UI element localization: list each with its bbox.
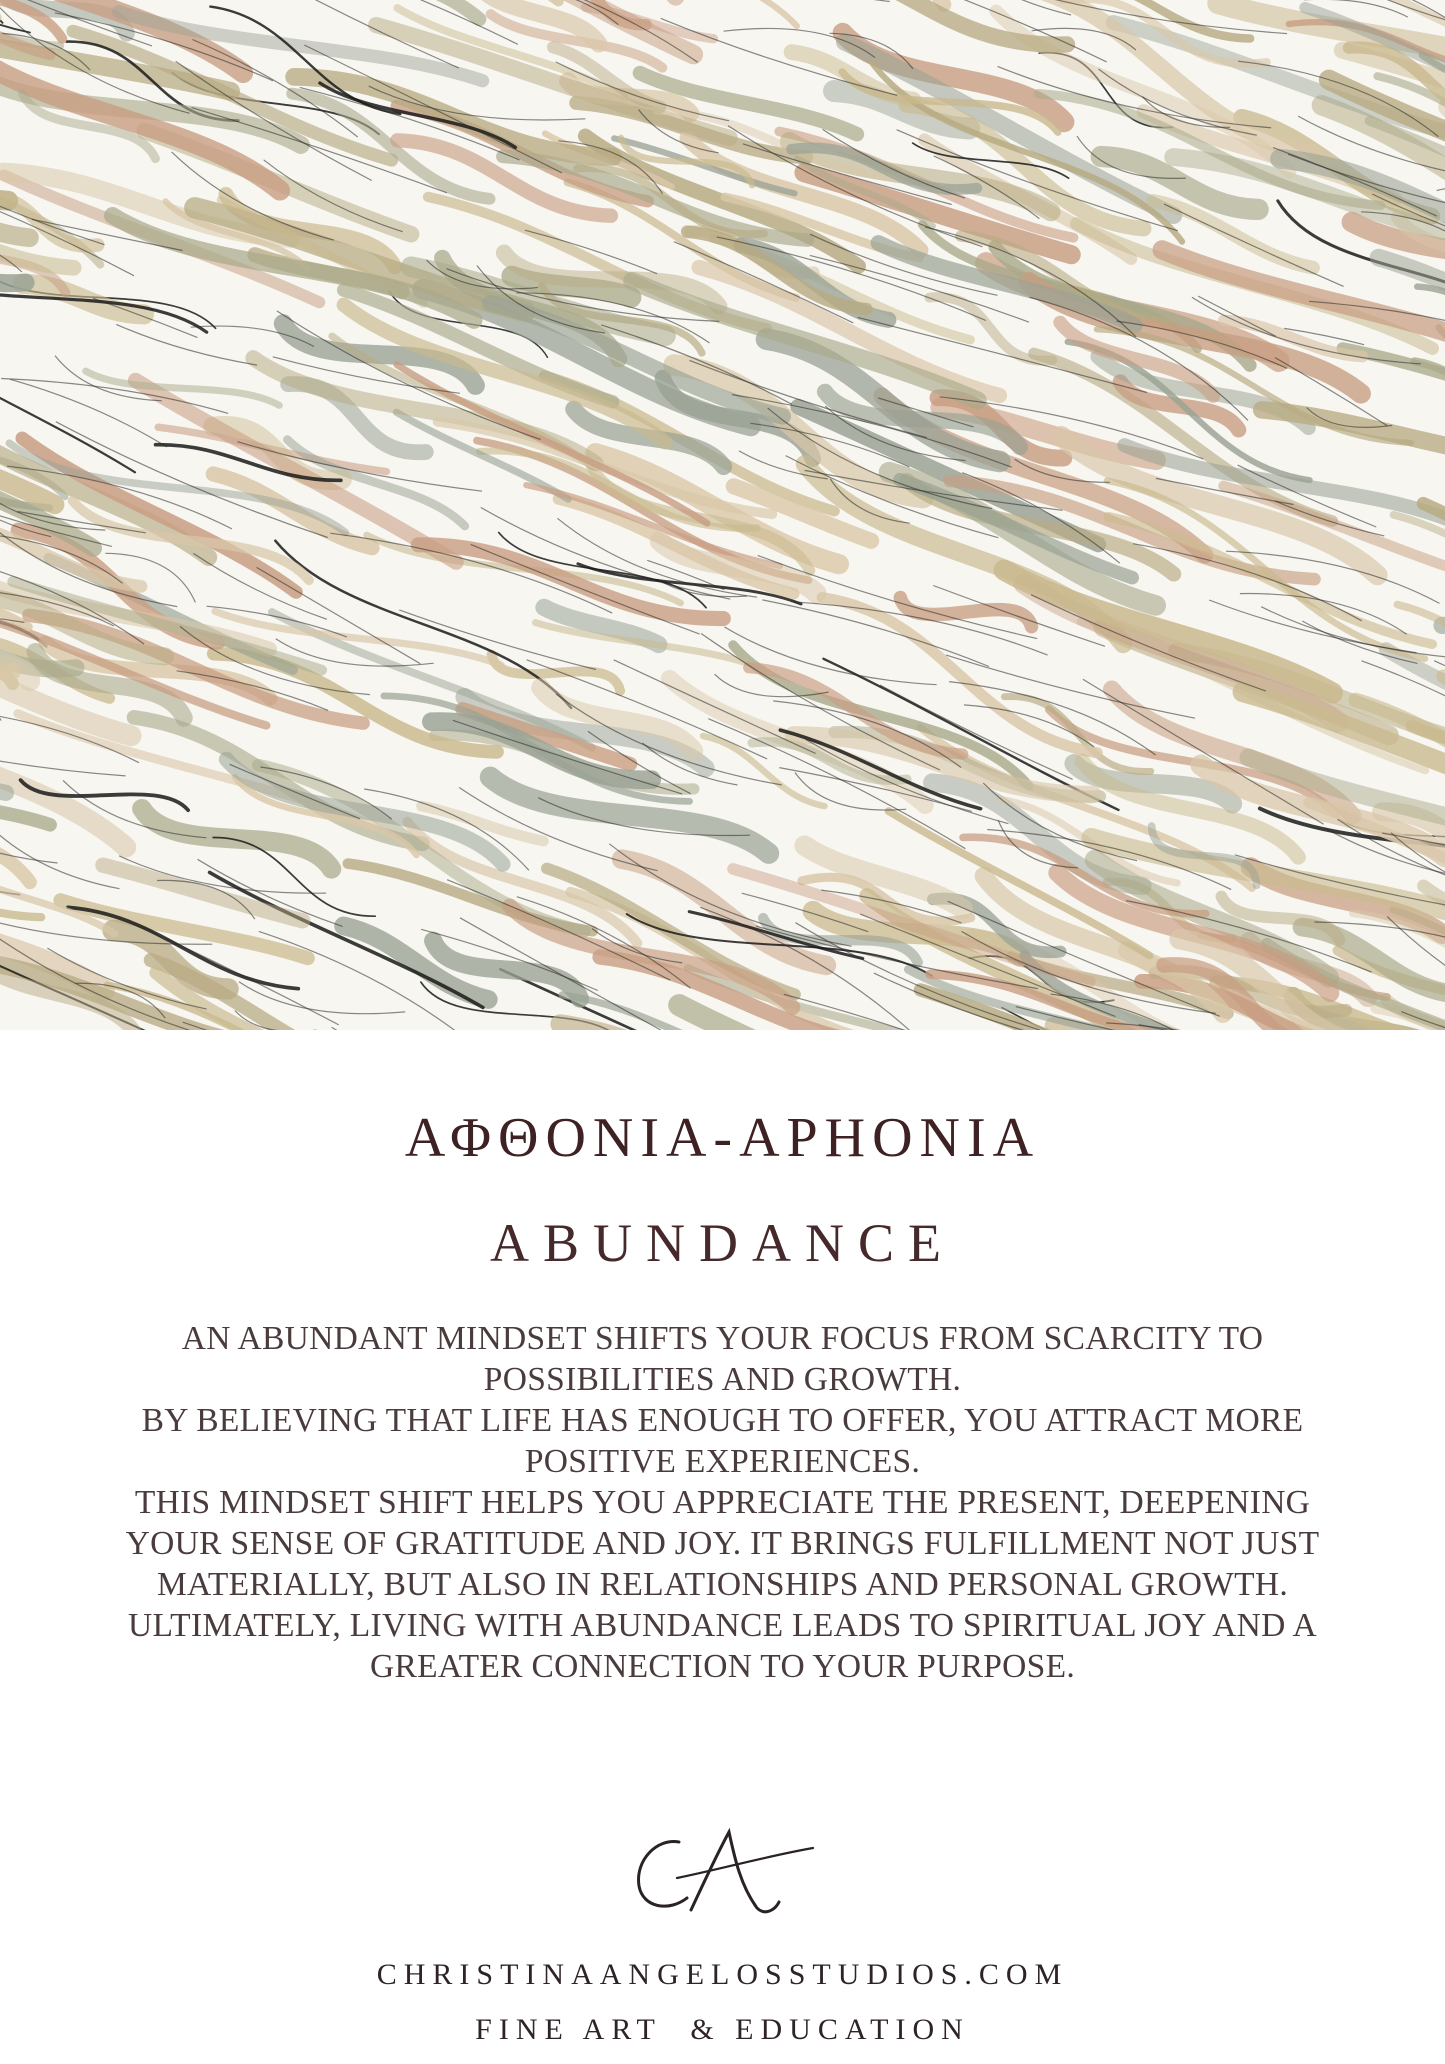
artwork-stroke [0,1021,8,1030]
artwork-strokes [0,0,1445,1030]
body-line: MATERIALLY, BUT ALSO IN RELATIONSHIPS AND PERSONAL GROWTH. [156,1566,1289,1603]
abstract-artwork-image [0,0,1445,1030]
body-line: BY BELIEVING THAT LIFE HAS ENOUGH TO OFFER, YOU ATTRACT MORE [141,1402,1304,1439]
body-line: GREATER CONNECTION TO YOUR PURPOSE. [369,1648,1076,1685]
artwork-outline [625,0,889,2]
ca-monogram-logo-icon [617,1820,827,1920]
body-line: YOUR SENSE OF GRATITUDE AND JOY. IT BRINGS FULFILLMENT NOT JUST [125,1525,1320,1562]
greek-title: ΑΦΘΟΝΙΑ-APHONIA [404,1107,1041,1169]
body-line: AN ABUNDANT MINDSET SHIFTS YOUR FOCUS FROM SCARCITY TO [181,1320,1264,1357]
body-line: POSSIBILITIES AND GROWTH. [483,1361,962,1398]
artwork-stroke [142,809,332,869]
body-line: THIS MINDSET SHIFT HELPS YOU APPRECIATE THE PRESENT, DEEPENING [134,1484,1311,1521]
body-line: POSITIVE EXPERIENCES. [524,1443,921,1480]
artwork-stroke [900,598,1031,627]
body-paragraph [23,1318,1423,1687]
body-line: ULTIMATELY, LIVING WITH ABUNDANCE LEADS TO SPIRITUAL JOY AND A [128,1607,1317,1644]
tagline: FINE ART & EDUCATION [475,2013,970,2046]
subtitle: ABUNDANCE [489,1213,955,1273]
text-section [0,1030,1445,1687]
website-link[interactable]: CHRISTINAANGELOSSTUDIOS.COM [376,1958,1069,1991]
artwork-outline [116,324,257,365]
